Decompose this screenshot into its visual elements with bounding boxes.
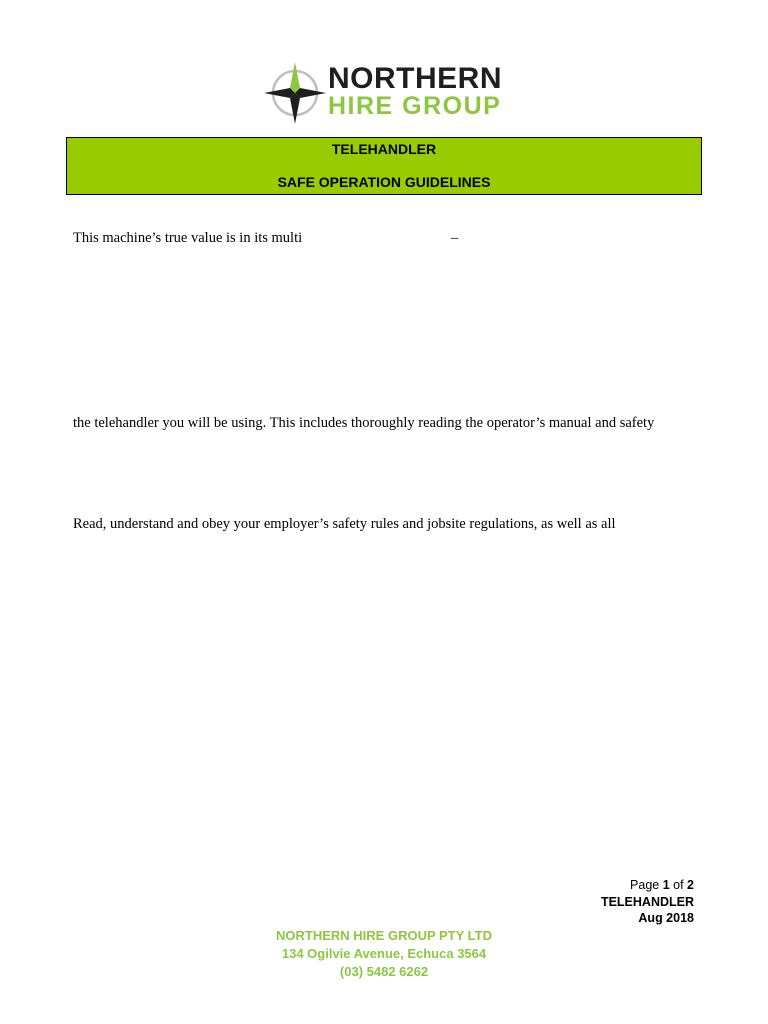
footer-address: 134 Ogilvie Avenue, Echuca 3564 <box>281 946 487 961</box>
page-total: 2 <box>687 878 694 892</box>
footer-company: NORTHERN HIRE GROUP PTY LTD <box>276 928 492 943</box>
footer-phone: (03) 5482 6262 <box>339 964 429 979</box>
body-paragraph-2: the telehandler you will be using. This includes thoroughly reading the operator’s manual and safety <box>73 415 655 431</box>
logo-text-hire-group: HIRE GROUP <box>328 92 502 120</box>
compass-star-icon <box>262 60 328 126</box>
body-paragraph-3: Read, understand and obey your employer’s safety rules and jobsite regulations, as well as all <box>73 516 616 532</box>
body-paragraph-1: This machine’s true value is in its multi <box>73 230 303 246</box>
document-title-box <box>66 137 702 195</box>
page-footer-info <box>601 877 694 927</box>
document-subtitle: SAFE OPERATION GUIDELINES <box>277 174 491 190</box>
company-footer <box>0 927 768 981</box>
body-paragraph-1-dash: – <box>451 230 459 246</box>
footer-date: Aug 2018 <box>638 911 694 925</box>
footer-doc-name: TELEHANDLER <box>600 894 694 909</box>
page-prefix: Page <box>630 878 663 892</box>
company-logo <box>262 60 512 128</box>
document-title: TELEHANDLER <box>331 141 437 157</box>
page-of: of <box>669 878 688 892</box>
page-number <box>601 877 694 894</box>
page-current: 1 <box>662 878 670 892</box>
logo-text-northern: NORTHERN <box>328 62 502 95</box>
